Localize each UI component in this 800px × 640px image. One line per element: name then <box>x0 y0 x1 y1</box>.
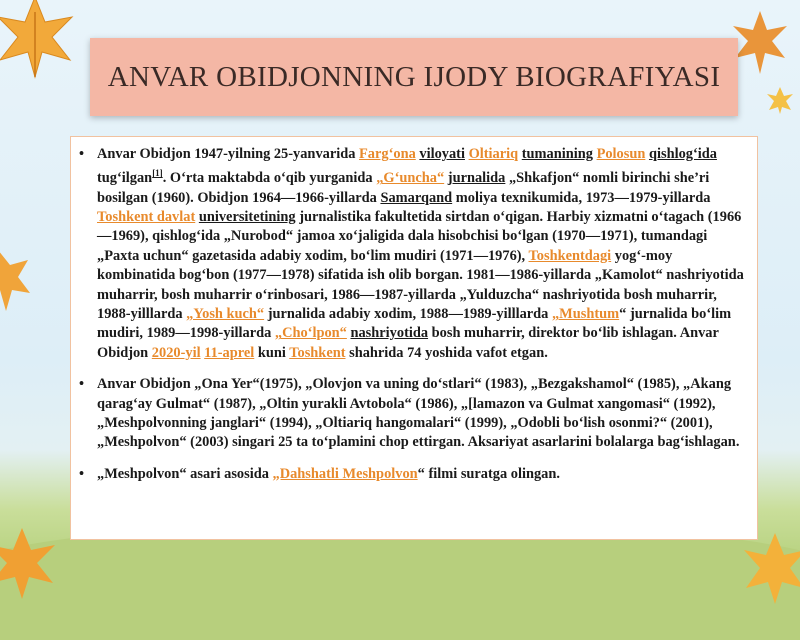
link-toshkent[interactable]: Toshkent <box>289 344 346 361</box>
link-dahshatli-meshpolvon[interactable]: „Dahshatli Meshpolvon <box>272 465 418 482</box>
list-item <box>97 145 747 363</box>
link-fargona[interactable]: Farg‘ona <box>359 146 416 162</box>
leaf-icon <box>0 525 60 600</box>
bullet-list <box>97 145 747 484</box>
text: . O‘rta maktabda o‘qib yurganida <box>162 170 377 187</box>
list-item <box>97 465 747 484</box>
footnote-link[interactable]: [1] <box>152 168 163 179</box>
link-yosh-kuch[interactable]: „Yosh kuch“ <box>186 306 265 323</box>
link-jurnalida[interactable]: jurnalida <box>447 170 506 187</box>
text: Anvar Obidjon „Ona Yer“(1975), „Olovjon va uning do‘stlari“ (1983), „Bezgakshamol“ (1985), „Akang qarag‘ay Gulmat“ (1987), „Oltin yurakli Avtobola“ (1986), „[lamazon va Gulmat xangomasi“ (1992), „Meshpolvonning janglari“ (1994), „Oltiariq hangomalari“ (1999), „Odobli bo‘lish osonmi?“ (2001), „Meshpolvon“ (2003) singari 25 ta to‘plamini chop ettirgan. Aksariyat asarlarini bolalarga bag‘ishlagan. <box>97 376 740 451</box>
link-viloyati[interactable]: viloyati <box>419 146 465 162</box>
text: moliya texnikumida, 1973—1979-yillarda <box>452 189 711 206</box>
text: “ filmi suratga olingan. <box>417 465 560 482</box>
leaf-icon <box>740 530 800 605</box>
link-guncha[interactable]: „G‘uncha“ <box>376 170 445 187</box>
link-11-aprel[interactable]: 11-aprel <box>204 344 255 361</box>
text: bosh muharrir, direktor bo‘lib ishlagan. Anvar Obidjon <box>97 325 719 361</box>
link-oltiariq[interactable]: Oltiariq <box>468 146 519 162</box>
leaf-icon <box>0 0 80 82</box>
text: kuni <box>254 344 290 361</box>
link-mushtum[interactable]: „Mushtum <box>551 306 620 323</box>
list-item <box>97 375 747 453</box>
slide-title: ANVAR OBIDJONNING IJODY BIOGRAFIYASI <box>107 60 721 93</box>
link-cholpon[interactable]: „Cho‘lpon“ <box>274 325 347 342</box>
link-qishlogida[interactable]: qishlog‘ida <box>648 146 717 162</box>
link-toshkent-davlat[interactable]: Toshkent davlat <box>97 209 196 226</box>
slide-title-bar <box>90 38 738 116</box>
content-box <box>70 136 758 540</box>
link-nashriyotida[interactable]: nashriyotida <box>350 325 429 342</box>
link-toshkentdagi[interactable]: Toshkentdagi <box>528 247 612 264</box>
leaf-icon <box>0 245 34 315</box>
text: „Shkafjon“ nomli birinchi she’ri bosilgan (1960). Obidjon 1964—1966-yillarda <box>97 170 710 206</box>
text: tug‘ilgan <box>97 170 153 187</box>
link-samarqand[interactable]: Samarqand <box>380 189 453 206</box>
text: yog‘-moy kombinatida bog‘bon (1977—1978) sifatida ish olib borgan. 1981—1986-yillarda „Kamolot“ nashriyotida muharrir, bosh muharrir o‘rinbosari, 1986—1987-yillarda „Yulduzcha“ nashriyotida bosh muharrir, 1988-yilllarda <box>97 247 744 323</box>
link-tumanining[interactable]: tumanining <box>521 146 593 162</box>
leaf-icon <box>765 85 795 115</box>
link-polosun[interactable]: Polosun <box>596 146 646 162</box>
text: Anvar Obidjon 1947-yilning 25-yanvarida <box>97 146 360 162</box>
link-2020-yil[interactable]: 2020-yil <box>151 344 201 361</box>
text: jurnalida adabiy xodim, 1988—1989-yilllarda <box>264 306 552 323</box>
text: shahrida 74 yoshida vafot etgan. <box>345 344 548 361</box>
text: „Meshpolvon“ asari asosida <box>97 465 273 482</box>
link-universitetining[interactable]: universitetining <box>198 209 296 226</box>
text: jurnalistika fakultetida sirtdan o‘qigan. Harbiy xizmatni o‘tagach (1966—1969), qishlog‘ida „Nurobod“ jamoa xo‘jaligida dala hisobchisi bo‘lgan (1970—1971), tumandagi „Paxta uchun“ gazetasida adabiy xodim, bo‘lim mudiri (1971—1976), <box>97 209 742 264</box>
text: “ jurnalida bo‘lim mudiri, 1989—1998-yillarda <box>97 306 732 342</box>
leaf-icon <box>730 8 790 78</box>
